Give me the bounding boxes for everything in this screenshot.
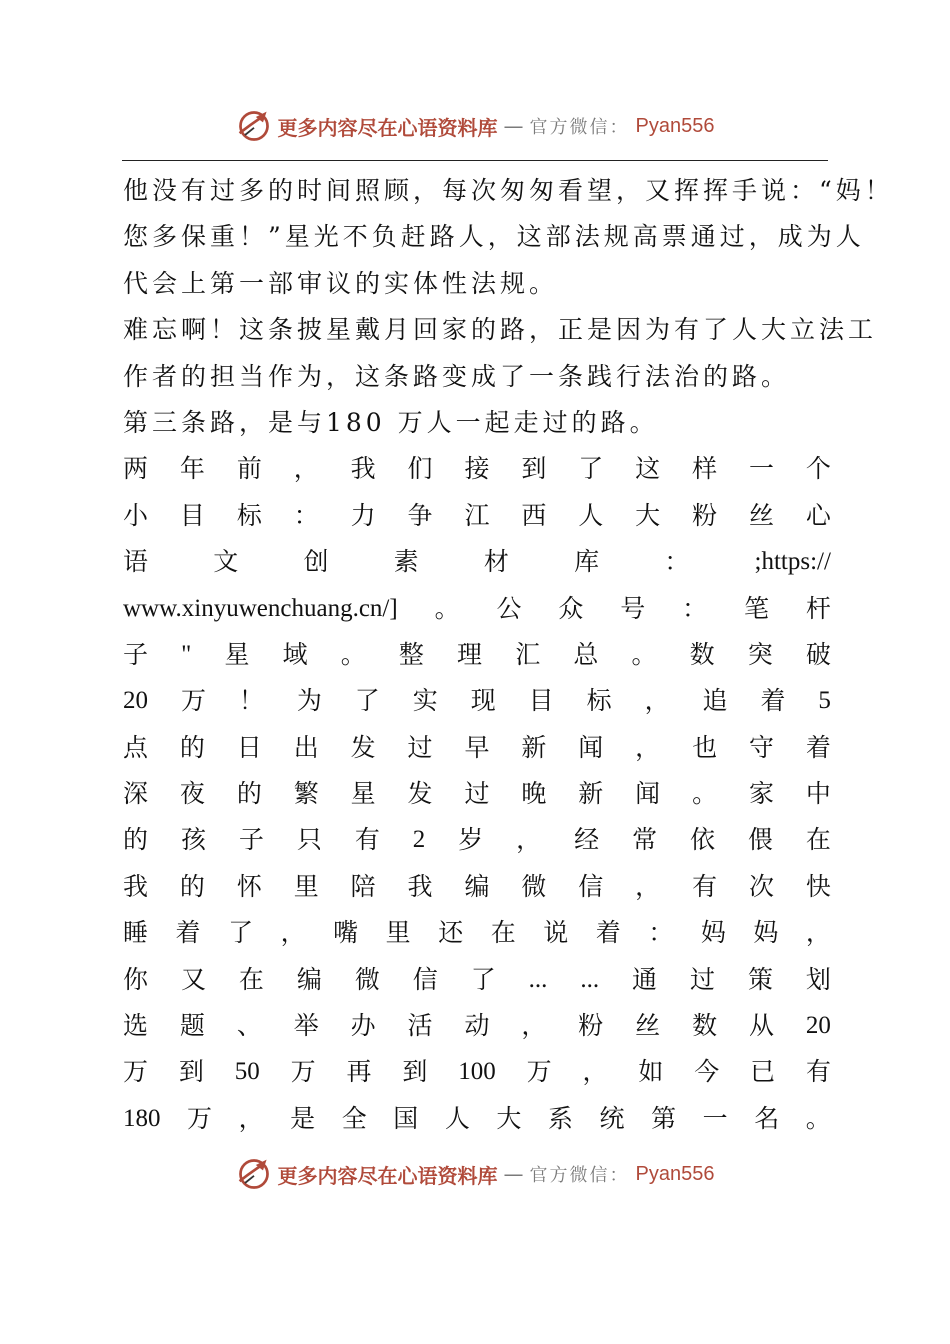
text-token: ：: [648, 918, 674, 948]
text-token: 人: [444, 1103, 470, 1133]
text-token: 的: [179, 871, 205, 901]
text-token: 的: [236, 779, 262, 809]
text-token: www.xinyuwenchuang.cn/]: [123, 594, 398, 622]
text-token: 数: [692, 1011, 718, 1041]
text-token: 点: [123, 732, 149, 762]
text-token: 小: [123, 500, 149, 530]
text-token: 发: [350, 732, 376, 762]
text-token: 一: [748, 454, 774, 484]
text-token: 依: [690, 825, 716, 855]
text-token: 过: [690, 964, 716, 994]
text-token: 微: [354, 964, 380, 994]
text-token: 标: [586, 686, 612, 716]
text-token: 公: [496, 593, 522, 623]
text-token: 万: [290, 1057, 316, 1087]
text-token: 大: [496, 1103, 522, 1133]
text-token: 子: [238, 825, 264, 855]
text-token: 接: [464, 454, 490, 484]
text-token: 2: [412, 826, 426, 854]
text-token: ，: [644, 686, 670, 716]
justified-text-line: [123, 725, 831, 771]
text-token: 人: [578, 500, 604, 530]
text-token: 标: [236, 500, 262, 530]
text-token: 统: [599, 1103, 625, 1133]
text-token: 万: [526, 1057, 552, 1087]
text-token: ，: [635, 871, 661, 901]
header-divider: [122, 160, 828, 161]
text-token: 策: [747, 964, 773, 994]
text-token: 信: [578, 871, 604, 901]
pen-logo-icon: [236, 1156, 272, 1192]
text-token: 前: [236, 454, 262, 484]
text-token: 举: [293, 1011, 319, 1041]
text-token: ，: [805, 918, 831, 948]
text-token: 丝: [635, 1011, 661, 1041]
text-line: 难忘啊！这条披星戴月回家的路，正是因为有了人大立法工: [123, 315, 878, 345]
text-token: 嘴: [333, 918, 359, 948]
text-line: 您多保重！”星光不负赶路人，这部法规高票通过，成为人: [123, 222, 865, 252]
text-token: 在: [490, 918, 516, 948]
text-token: ，: [516, 825, 542, 855]
text-token: 着: [805, 732, 831, 762]
text-token: 了: [228, 918, 254, 948]
text-token: 系: [547, 1103, 573, 1133]
text-token: 了: [354, 686, 380, 716]
text-token: 经: [574, 825, 600, 855]
text-token: 粉: [578, 1011, 604, 1041]
text-token: 晚: [521, 779, 547, 809]
text-token: 星: [350, 779, 376, 809]
text-token: 办: [350, 1011, 376, 1041]
text-token: 5: [818, 687, 831, 715]
text-token: 材: [483, 547, 509, 577]
text-token: 的: [123, 825, 149, 855]
text-token: 家: [748, 779, 774, 809]
text-token: 理: [457, 639, 483, 669]
text-token: ：: [682, 593, 708, 623]
text-token: 有: [805, 1057, 831, 1087]
text-token: 突: [747, 639, 773, 669]
text-token: 了: [470, 964, 496, 994]
text-token: 。: [692, 779, 718, 809]
banner-wechat-label: 官方微信：: [529, 1165, 630, 1186]
text-token: 里: [385, 918, 411, 948]
text-token: ，: [280, 918, 306, 948]
text-token: 动: [464, 1011, 490, 1041]
justified-text-line: [123, 632, 831, 678]
text-token: 争: [407, 500, 433, 530]
text-token: 快: [805, 871, 831, 901]
text-token: 早: [464, 732, 490, 762]
text-token: 创: [303, 547, 329, 577]
footer-watermark-banner: [0, 1152, 950, 1196]
text-token: 通: [632, 964, 658, 994]
text-token: 再: [346, 1057, 372, 1087]
justified-text-line: [123, 678, 831, 724]
text-token: 到: [178, 1057, 204, 1087]
text-token: 粉: [692, 500, 718, 530]
banner-title: 更多内容尽在心语资料库: [277, 1163, 498, 1188]
justified-text-line: [123, 771, 831, 817]
text-token: 题: [179, 1011, 205, 1041]
text-token: ，: [635, 732, 661, 762]
text-token: 偎: [747, 825, 773, 855]
text-token: 第: [651, 1103, 677, 1133]
text-token: 常: [632, 825, 658, 855]
text-token: ": [181, 640, 192, 668]
text-token: 万: [123, 1057, 149, 1087]
justified-text-line: [123, 910, 831, 956]
text-token: 在: [238, 964, 264, 994]
banner-separator: —: [503, 114, 524, 138]
text-token: 了: [578, 454, 604, 484]
text-token: 岁: [458, 825, 484, 855]
justified-paragraph: [123, 446, 831, 1142]
text-token: 过: [407, 732, 433, 762]
text-token: 在: [805, 825, 831, 855]
justified-text-line: [123, 1003, 831, 1049]
text-token: 万: [187, 1103, 213, 1133]
text-token: 我: [123, 871, 149, 901]
text-token: 年: [179, 454, 205, 484]
text-token: 万: [180, 686, 206, 716]
text-token: ...: [580, 965, 600, 993]
document-body: [123, 168, 894, 1142]
text-token: 着: [760, 686, 786, 716]
text-token: 只: [296, 825, 322, 855]
text-token: 心: [805, 500, 831, 530]
text-line: 作者的担当作为，这条路变成了一条践行法治的路。: [123, 361, 791, 391]
text-token: 里: [293, 871, 319, 901]
text-token: 语: [123, 547, 149, 577]
text-token: 整: [398, 639, 424, 669]
text-token: ，: [293, 454, 319, 484]
text-line: 第三条路，是与180 万人一起走过的路。: [123, 407, 659, 437]
justified-text-line: [123, 864, 831, 910]
text-token: 是: [290, 1103, 316, 1133]
text-token: 过: [464, 779, 490, 809]
text-token: 编: [464, 871, 490, 901]
text-token: 西: [521, 500, 547, 530]
text-token: 全: [341, 1103, 367, 1133]
text-token: 数: [689, 639, 715, 669]
text-token: 还: [438, 918, 464, 948]
text-token: 100: [458, 1058, 496, 1086]
text-token: 妈: [753, 918, 779, 948]
text-token: 有: [692, 871, 718, 901]
text-token: 守: [748, 732, 774, 762]
justified-text-line: [123, 539, 831, 585]
text-token: 中: [805, 779, 831, 809]
text-token: 我: [350, 454, 376, 484]
justified-text-line: [123, 1096, 831, 1142]
text-token: 域: [282, 639, 308, 669]
text-token: 信: [412, 964, 438, 994]
justified-text-line: [123, 1049, 831, 1095]
text-token: 出: [293, 732, 319, 762]
text-token: 追: [702, 686, 728, 716]
text-token: 20: [123, 687, 148, 715]
text-token: 怀: [236, 871, 262, 901]
text-token: 发: [407, 779, 433, 809]
text-token: 今: [694, 1057, 720, 1087]
text-token: ：: [664, 547, 690, 577]
text-token: 力: [350, 500, 376, 530]
justified-text-line: [123, 817, 831, 863]
text-token: 微: [521, 871, 547, 901]
text-token: 新: [521, 732, 547, 762]
text-token: ，: [521, 1011, 547, 1041]
text-token: 星: [224, 639, 250, 669]
banner-wechat-id: Pyan556: [635, 114, 715, 137]
text-token: 深: [123, 779, 149, 809]
text-token: 着: [595, 918, 621, 948]
text-token: ，: [238, 1103, 264, 1133]
text-token: 实: [412, 686, 438, 716]
justified-text-line: [123, 586, 831, 632]
text-token: 繁: [293, 779, 319, 809]
text-token: 。: [805, 1103, 831, 1133]
text-token: ：: [293, 500, 319, 530]
text-token: 这: [635, 454, 661, 484]
text-token: 活: [407, 1011, 433, 1041]
text-token: 。: [631, 639, 657, 669]
text-token: 编: [296, 964, 322, 994]
text-token: 陪: [350, 871, 376, 901]
text-token: 笔: [744, 593, 770, 623]
text-token: 汇: [515, 639, 541, 669]
text-token: 20: [805, 1012, 831, 1040]
text-token: 次: [748, 871, 774, 901]
text-token: 的: [179, 732, 205, 762]
text-token: 库: [574, 547, 600, 577]
pen-logo-icon: [236, 108, 272, 144]
text-token: 到: [402, 1057, 428, 1087]
text-token: 一: [702, 1103, 728, 1133]
header-watermark-banner: [0, 104, 950, 148]
text-token: 着: [175, 918, 201, 948]
text-token: 素: [393, 547, 419, 577]
text-token: 孩: [180, 825, 206, 855]
text-token: 有: [354, 825, 380, 855]
text-token: ！: [238, 686, 264, 716]
text-token: 你: [123, 964, 149, 994]
text-token: 目: [528, 686, 554, 716]
text-token: 江: [464, 500, 490, 530]
text-token: 破: [805, 639, 831, 669]
text-token: 文: [213, 547, 239, 577]
text-token: 个: [805, 454, 831, 484]
text-token: 名: [754, 1103, 780, 1133]
text-token: 号: [620, 593, 646, 623]
text-token: 杆: [805, 593, 831, 623]
text-token: 已: [750, 1057, 776, 1087]
text-token: 新: [578, 779, 604, 809]
text-token: ，: [582, 1057, 608, 1087]
text-token: 50: [234, 1058, 260, 1086]
text-token: 样: [692, 454, 718, 484]
text-token: 两: [123, 454, 149, 484]
text-line: 他没有过多的时间照顾，每次匆匆看望，又挥挥手说：“妈！: [123, 176, 894, 205]
text-token: 为: [296, 686, 322, 716]
text-token: 日: [236, 732, 262, 762]
text-token: 众: [558, 593, 584, 623]
text-token: 国: [393, 1103, 419, 1133]
text-token: ...: [528, 965, 548, 993]
text-token: 180: [123, 1104, 161, 1132]
text-token: 划: [805, 964, 831, 994]
banner-wechat-id: Pyan556: [635, 1162, 715, 1185]
banner-separator: —: [503, 1162, 524, 1186]
text-line: 代会上第一部审议的实体性法规。: [123, 268, 559, 298]
text-token: 到: [521, 454, 547, 484]
text-token: 妈: [700, 918, 726, 948]
text-token: 说: [543, 918, 569, 948]
justified-text-line: [123, 446, 831, 492]
text-token: 闻: [635, 779, 661, 809]
text-token: 、: [236, 1011, 262, 1041]
text-token: 从: [748, 1011, 774, 1041]
text-token: 子: [123, 639, 149, 669]
text-token: 睡: [123, 918, 149, 948]
text-token: 夜: [179, 779, 205, 809]
text-token: 丝: [748, 500, 774, 530]
text-token: 。: [434, 593, 460, 623]
text-token: 总: [573, 639, 599, 669]
text-token: 闻: [578, 732, 604, 762]
text-token: ;https://: [754, 548, 831, 576]
justified-text-line: [123, 493, 831, 539]
text-token: 也: [692, 732, 718, 762]
text-token: 选: [123, 1011, 149, 1041]
text-token: 目: [179, 500, 205, 530]
text-token: 。: [340, 639, 366, 669]
text-token: 如: [638, 1057, 664, 1087]
justified-text-line: [123, 957, 831, 1003]
banner-title: 更多内容尽在心语资料库: [277, 115, 498, 140]
banner-wechat-label: 官方微信：: [529, 117, 630, 138]
text-token: 我: [407, 871, 433, 901]
text-token: 又: [180, 964, 206, 994]
text-token: 现: [470, 686, 496, 716]
text-token: 们: [407, 454, 433, 484]
text-token: 大: [635, 500, 661, 530]
